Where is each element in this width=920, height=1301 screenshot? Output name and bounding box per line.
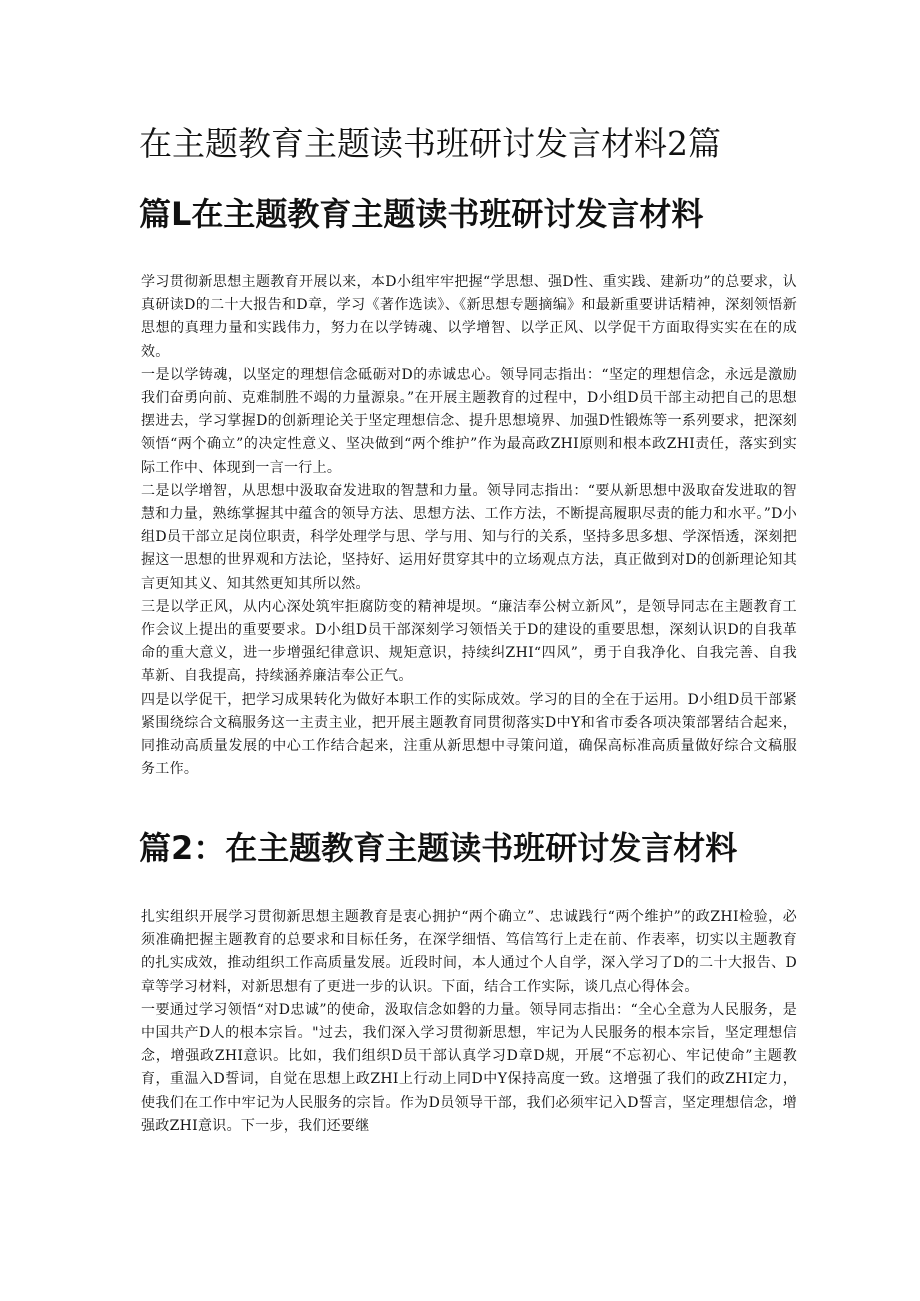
paragraph: 一要通过学习领悟“对D忠诚”的使命，汲取信念如磐的力量。领导同志指出：“全心全意为人民服务，是中国共产D人的根本宗旨。"过去，我们深入学习贯彻新思想，牢记为人民服务的根本宗旨，坚定理想信念，增强政ZHI意识。比如，我们组织D员干部认真学习D章D规，开展“不忘初心、牢记使命”主题教育，重温入D誓词，自觉在思想上政ZHI上行动上同D中Y保持高度一致。这增强了我们的政ZHI定力，使我们在工作中牢记为人民服务的宗旨。作为D员领导干部，我们必须牢记入D誓言，坚定理想信念，增强政ZHI意识。下一步，我们还要继 bbox=[141, 1001, 797, 1134]
paragraph: 三是以学正风，从内心深处筑牢拒腐防变的精神堤坝。“廉洁奉公树立新风”，是领导同志在主题教育工作会议上提出的重要要求。D小组D员干部深刻学习领悟关于D的建设的重要思想，深刻认识D的自我革命的重大意义，进一步增强纪律意识、规矩意识，持续纠ZHI“四风”，勇于自我净化、自我完善、自我革新、自我提高，持续涵养廉洁奉公正气。 bbox=[141, 598, 797, 685]
section-2-heading: 篇2：在主题教育主题读书班研讨发言材料 bbox=[139, 829, 738, 867]
paragraph: 扎实组织开展学习贯彻新思想主题教育是衷心拥护“两个确立”、忠诚践行“两个维护”的政ZHI检验，必须准确把握主题教育的总要求和目标任务，在深学细悟、笃信笃行上走在前、作表率，切实以主题教育的扎实成效，推动组织工作高质量发展。近段时间，本人通过个人自学，深入学习了D的二十大报告、D章等学习材料，对新思想有了更进一步的认识。下面，结合工作实际，谈几点心得体会。 bbox=[141, 909, 797, 995]
section-1-body bbox=[141, 271, 797, 781]
document-title: 在主题教育主题读书班研讨发言材料2篇 bbox=[139, 124, 721, 163]
paragraph: 四是以学促干，把学习成果转化为做好本职工作的实际成效。学习的目的全在于运用。D小组D员干部紧紧围绕综合文稿服务这一主责主业，把开展主题教育同贯彻落实D中Y和省市委各项决策部署结合起来，同推动高质量发展的中心工作结合起来，注重从新思想中寻策问道，确保高标准高质量做好综合文稿服务工作。 bbox=[141, 691, 797, 778]
paragraph: 一是以学铸魂，以坚定的理想信念砥砺对D的赤诚忠心。领导同志指出：“坚定的理想信念，永远是激励我们奋勇向前、克难制胜不竭的力量源泉。”在开展主题教育的过程中，D小组D员干部主动把自己的思想摆进去，学习掌握D的创新理论关于坚定理想信念、提升思想境界、加强D性锻炼等一系列要求，把深刻领悟“两个确立”的决定性意义、坚决做到“两个维护”作为最高政ZHI原则和根本政ZHI责任，落实到实际工作中、体现到一言一行上。 bbox=[141, 366, 797, 476]
paragraph: 学习贯彻新思想主题教育开展以来，本D小组牢牢把握“学思想、强D性、重实践、建新功”的总要求，认真研读D的二十大报告和D章，学习《著作选读》、《新思想专题摘编》和最新重要讲话精神，深刻领悟新思想的真理力量和实践伟力，努力在以学铸魂、以学增智、以学正风、以学促干方面取得实实在在的成效。 bbox=[141, 274, 797, 360]
section-1-heading: 篇L在主题教育主题读书班研讨发言材料 bbox=[139, 195, 704, 233]
paragraph: 二是以学增智，从思想中汲取奋发进取的智慧和力量。领导同志指出：“要从新思想中汲取奋发进取的智慧和力量，熟练掌握其中蕴含的领导方法、思想方法、工作方法，不断提高履职尽责的能力和水平。”D小组D员干部立足岗位职责，科学处理学与思、学与用、知与行的关系，坚持多思多想、学深悟透，深刻把握这一思想的世界观和方法论，坚持好、运用好贯穿其中的立场观点方法，真正做到对D的创新理论知其言更知其义、知其然更知其所以然。 bbox=[141, 482, 797, 592]
section-2-body bbox=[141, 906, 797, 1138]
